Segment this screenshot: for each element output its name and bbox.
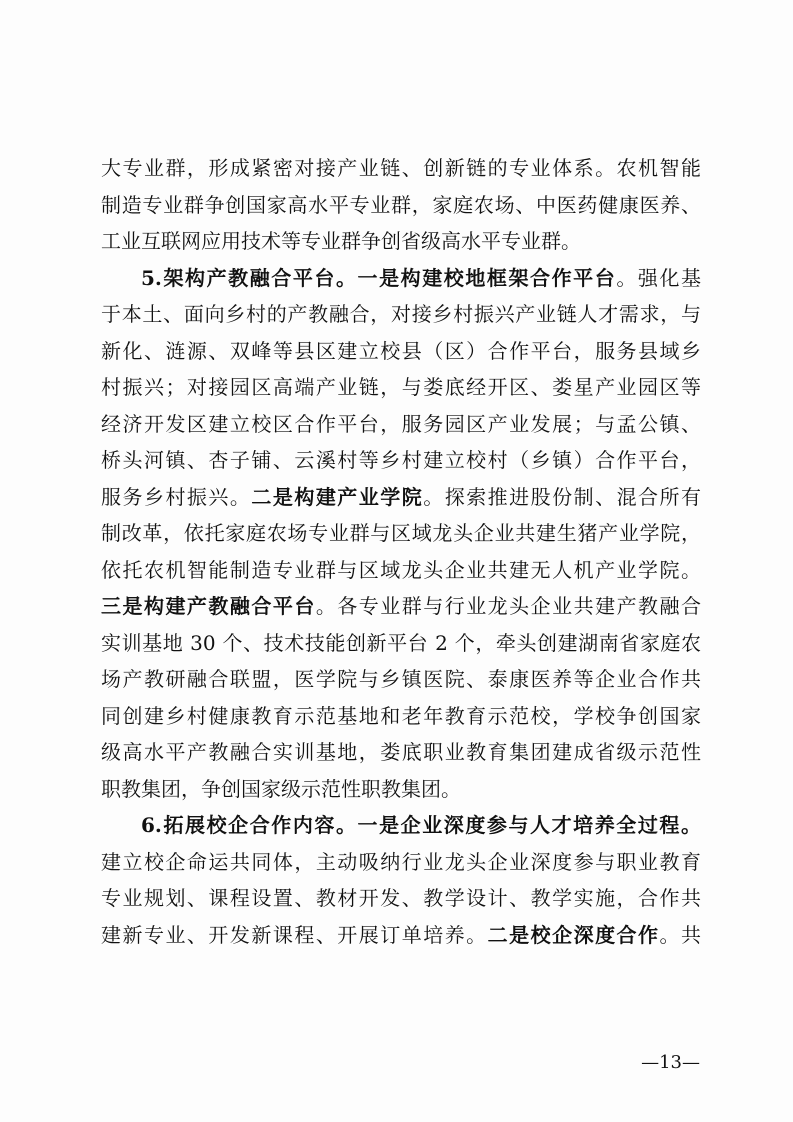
text-segment: 服务乡村振兴。 xyxy=(101,484,252,509)
text-line xyxy=(101,880,701,917)
page-number: —13— xyxy=(641,1052,700,1073)
text-line xyxy=(101,807,701,844)
bold-heading-text: 5.架构产教融合平台。 xyxy=(141,265,358,290)
text-segment: 大专业群，形成紧密对接产业链、创新链的专业体系。农机智能 xyxy=(101,156,701,180)
text-segment: 建新专业、开发新课程、开展订单培养。 xyxy=(101,922,488,947)
text-line xyxy=(101,844,701,881)
bold-heading-text: 三是构建产教融合平台 xyxy=(101,594,316,618)
text-line xyxy=(101,917,701,954)
bold-heading-text: 二是校企深度合作 xyxy=(487,922,660,947)
text-line xyxy=(101,698,701,735)
text-line xyxy=(101,369,701,406)
text-line xyxy=(101,552,701,589)
body-text xyxy=(101,150,701,953)
text-segment: 职教集团，争创国家级示范性职教集团。 xyxy=(101,776,461,801)
text-line xyxy=(101,479,701,516)
text-segment: 经济开发区建立校区合作平台，服务园区产业发展；与孟公镇、 xyxy=(101,411,701,436)
text-line xyxy=(101,442,701,479)
text-segment: 建立校企命运共同体，主动吸纳行业龙头企业深度参与职业教育 xyxy=(101,849,701,874)
text-line xyxy=(101,223,701,260)
bold-heading-text: 二是构建产业学院 xyxy=(251,484,424,509)
text-segment: 依托农机智能制造专业群与区域龙头企业共建无人机产业学院。 xyxy=(101,557,701,582)
text-segment: 制改革，依托家庭农场专业群与区域龙头企业共建生猪产业学院， xyxy=(101,521,701,545)
text-segment: 。共 xyxy=(659,922,701,947)
bold-heading-text: 一是构建校地框架合作平台 xyxy=(357,265,617,290)
text-segment: 专业规划、课程设置、教材开发、教学设计、教学实施，合作共 xyxy=(101,886,701,910)
bold-heading-text: 6.拓展校企合作内容。 xyxy=(141,813,358,837)
bold-heading-text: 一是企业深度参与人才培养全过程。 xyxy=(357,813,701,837)
text-segment: 实训基地 30 个、技术技能创新平台 2 个，牵头创建湖南省家庭农 xyxy=(101,630,701,655)
text-line xyxy=(101,734,701,771)
text-line xyxy=(101,515,701,552)
text-segment: 场产教研融合联盟，医学院与乡镇医院、泰康医养等企业合作共 xyxy=(101,667,701,691)
text-line xyxy=(101,150,701,187)
text-segment: 新化、涟源、双峰等县区建立校县（区）合作平台，服务县域乡 xyxy=(101,338,701,363)
text-line xyxy=(101,296,701,333)
text-segment: 。探索推进股份制、混合所有 xyxy=(423,484,701,509)
text-segment: 。各专业群与行业龙头企业共建产教融合 xyxy=(315,594,701,618)
text-line xyxy=(101,771,701,808)
text-segment: 级高水平产教融合实训基地，娄底职业教育集团建成省级示范性 xyxy=(101,740,701,764)
text-line xyxy=(101,625,701,662)
text-segment: 。强化基 xyxy=(616,265,701,290)
text-line xyxy=(101,187,701,224)
text-line xyxy=(101,260,701,297)
text-segment: 同创建乡村健康教育示范基地和老年教育示范校，学校争创国家 xyxy=(101,703,701,728)
text-segment: 村振兴；对接园区高端产业链，与娄底经开区、娄星产业园区等 xyxy=(101,375,701,399)
text-line xyxy=(101,406,701,443)
text-line xyxy=(101,661,701,698)
text-line xyxy=(101,333,701,370)
text-segment: 桥头河镇、杏子铺、云溪村等乡村建立校村（乡镇）合作平台， xyxy=(101,448,701,472)
text-segment: 制造专业群争创国家高水平专业群，家庭农场、中医药健康医养、 xyxy=(101,192,701,217)
text-segment: 工业互联网应用技术等专业群争创省级高水平专业群。 xyxy=(101,229,581,253)
text-line xyxy=(101,588,701,625)
text-segment: 于本土、面向乡村的产教融合，对接乡村振兴产业链人才需求，与 xyxy=(101,302,701,326)
